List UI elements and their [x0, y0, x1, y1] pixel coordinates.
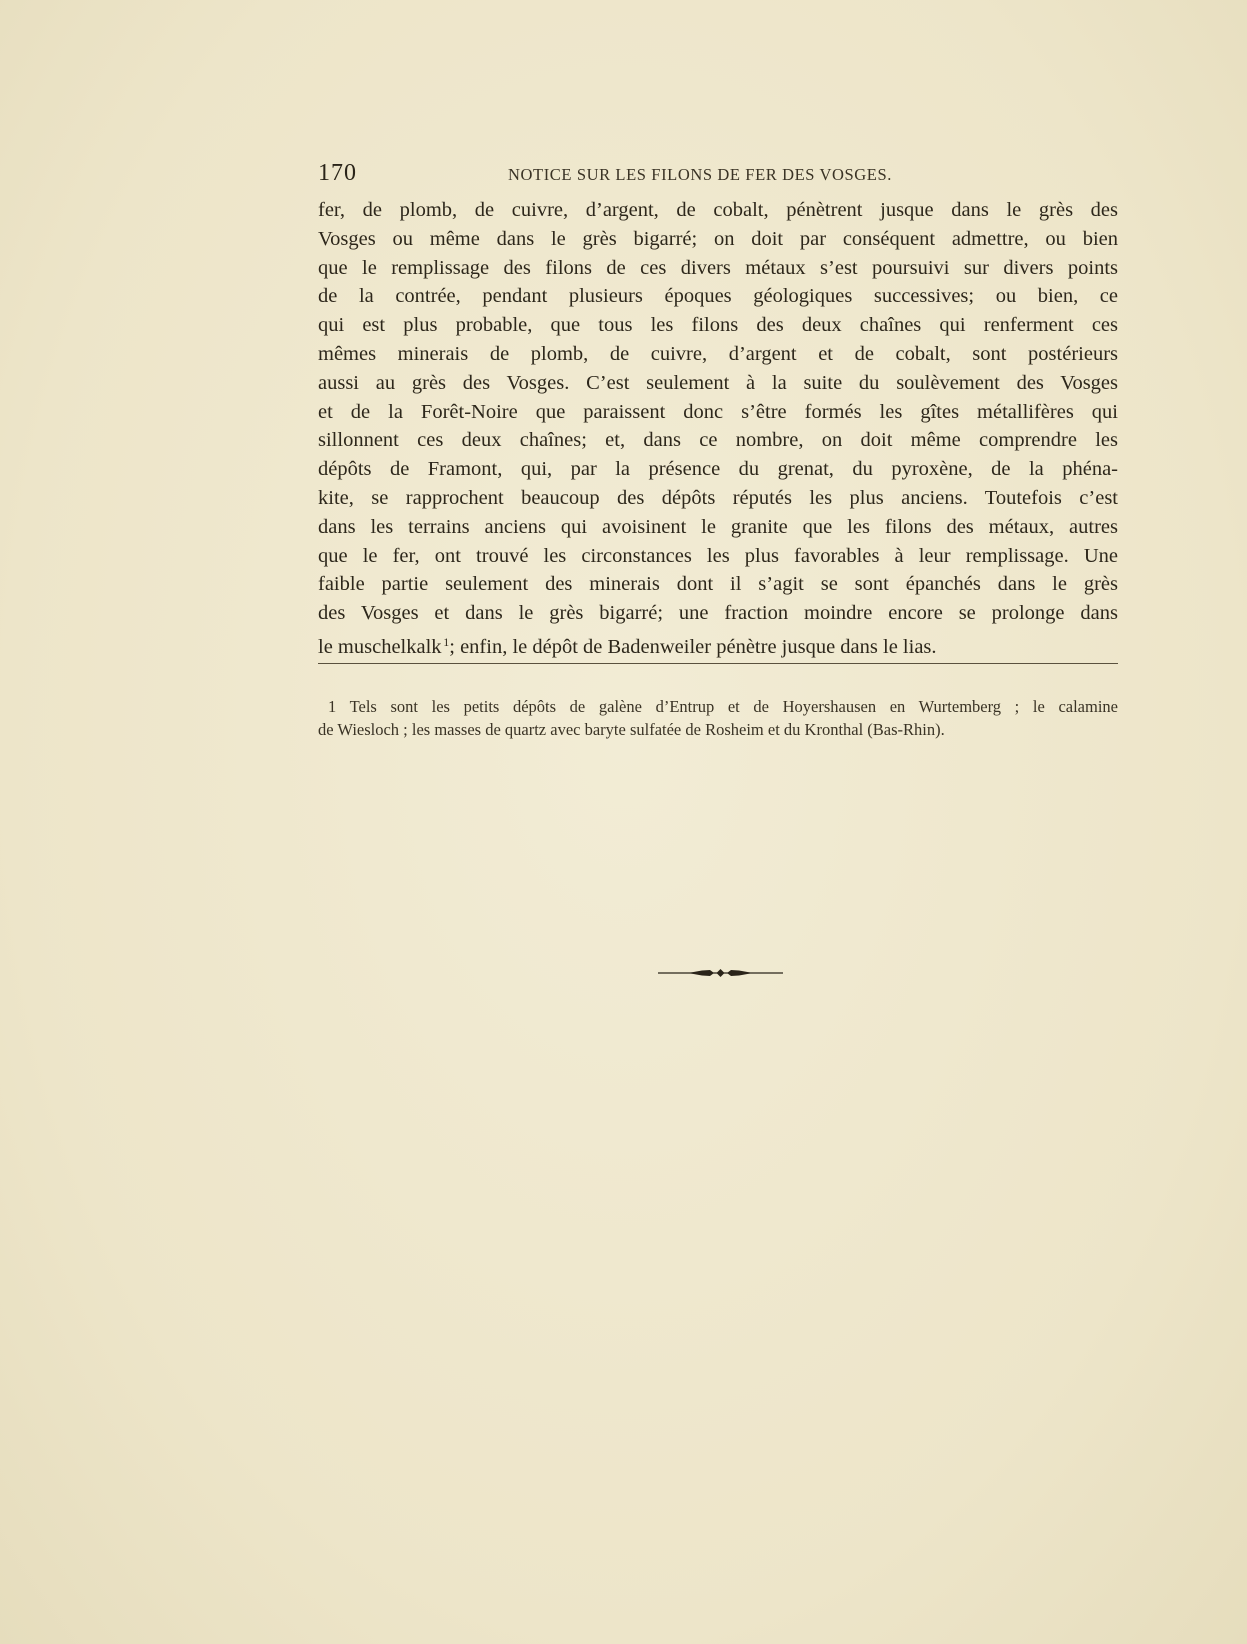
text-line: des Vosges et dans le grès bigarré; une fraction moindre encore se prolonge dans — [318, 602, 1118, 625]
text-line: dans les terrains anciens qui avoisinent le granite que les filons des métaux, autres — [318, 515, 1118, 538]
text-line: Vosges ou même dans le grès bigarré; on doit par conséquent admettre, ou bien — [318, 227, 1118, 250]
text-line: que le fer, ont trouvé les circonstances les plus favorables à leur remplissage. Une — [318, 544, 1118, 567]
text-line: que le remplissage des filons de ces divers métaux s’est poursuivi sur divers points — [318, 256, 1118, 279]
page-number: 170 — [318, 160, 357, 186]
text-line: aussi au grès des Vosges. C’est seulement à la suite du soulèvement des Vosges — [318, 371, 1118, 394]
text-line: sillonnent ces deux chaînes; et, dans ce nombre, on doit même comprendre les — [318, 429, 1118, 452]
running-head: NOTICE SUR LES FILONS DE FER DES VOSGES. — [508, 165, 892, 184]
footnote-reference[interactable]: 1 — [443, 634, 450, 649]
footnote-line: de Wiesloch ; les masses de quartz avec baryte sulfatée de Rosheim et du Kronthal (Bas-Rhin). — [318, 719, 945, 739]
text-line-last — [318, 628, 1118, 657]
text-line: qui est plus probable, que tous les filons des deux chaînes qui renferment ces — [318, 314, 1118, 337]
text-line: kite, se rapprochent beaucoup des dépôts réputés les plus anciens. Toutefois c’est — [318, 486, 1118, 509]
text-line: de la contrée, pendant plusieurs époques géologiques successives; ou bien, ce — [318, 285, 1118, 308]
text-fragment: le muschelkalk — [318, 635, 442, 658]
footnote-separator — [318, 663, 1118, 664]
text-line: dépôts de Framont, qui, par la présence du grenat, du pyroxène, de la phéna- — [318, 458, 1118, 481]
text-line: mêmes minerais de plomb, de cuivre, d’argent et de cobalt, sont postérieurs — [318, 342, 1118, 365]
text-line: faible partie seulement des minerais dont il s’agit se sont épanchés dans le grès — [318, 573, 1118, 596]
page-header — [318, 160, 1118, 190]
text-line: et de la Forêt-Noire que paraissent donc s’être formés les gîtes métallifères qui — [318, 400, 1118, 423]
footnote — [318, 696, 1118, 741]
footnote-line: 1 Tels sont les petits dépôts de galène d’Entrup et de Hoyershausen en Wurtemberg ; le calamine — [328, 697, 1118, 716]
text-line: fer, de plomb, de cuivre, d’argent, de cobalt, pénètrent jusque dans le grès des — [318, 199, 1118, 221]
tail-ornament-icon — [658, 966, 783, 980]
body-paragraph — [318, 196, 1118, 657]
text-fragment: ; enfin, le dépôt de Badenweiler pénètre jusque dans le lias. — [449, 635, 937, 658]
